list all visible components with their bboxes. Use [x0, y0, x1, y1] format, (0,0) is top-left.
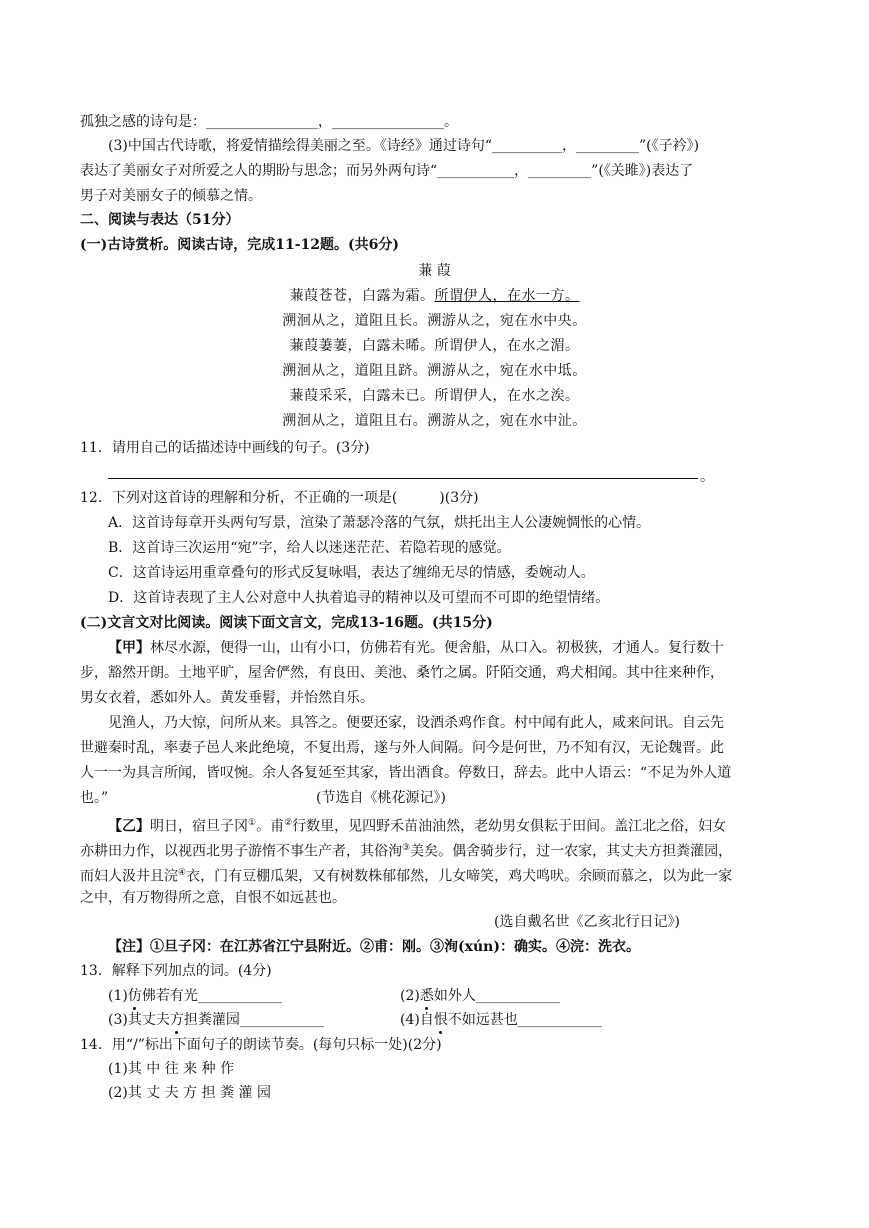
poem-line-3: 蒹葭萋萋，白露未晞。所谓伊人，在水之湄。: [289, 338, 580, 354]
q11-answer-end: 。: [700, 469, 714, 485]
poem-line-1-underlined: 所谓伊人，在水一方。: [434, 288, 580, 304]
yi-footnote-4: ④: [178, 868, 187, 878]
q14-item-2[interactable]: (2)其 丈 夫 方 担 粪 灌 园: [108, 1085, 271, 1101]
yi-footnote-2: ②: [284, 818, 293, 828]
jia-line-1-text: 林尽水源，便得一山，山有小口，仿佛若有光。便舍船，从口入。初极狭，才通人。复行数十: [150, 640, 724, 656]
q13-item-3-dotted: 方: [170, 1008, 184, 1032]
q13-item-1-dotted: 仿: [128, 984, 142, 1008]
q13-item-4-post: 不如远甚也: [447, 1012, 518, 1028]
q13-item-4-pre: 自: [419, 1012, 434, 1028]
q13-item-2-dotted: 悉: [420, 984, 434, 1008]
jia-para2-line-3: 人一一为具言所闻，皆叹惋。余人各复延至其家，皆出酒食。停数日，辞去。此中人语云：“不足为外人道: [80, 765, 732, 781]
yi-label: 【乙】: [108, 818, 150, 835]
q12-option-a[interactable]: A．这首诗每章开头两句写景，渲染了萧瑟冷落的气氛，烘托出主人公凄婉惆怅的心情。: [108, 515, 651, 531]
yi-line-2: [80, 836, 792, 860]
yi-source: (选自戴名世《乙亥北行日记》): [494, 914, 680, 930]
part1-heading: (一)古诗赏析。阅读古诗，完成11-12题。(共6分): [80, 237, 400, 253]
part2-heading: (二)文言文对比阅读。阅读下面文言文，完成13-16题。(共15分): [80, 615, 493, 631]
jia-source: (节选自《桃花源记》): [316, 790, 446, 806]
question-12: 12．下列对这首诗的理解和分析，不正确的一项是( )(3分): [80, 490, 479, 506]
jia-label: 【甲】: [108, 640, 150, 656]
yi-line-1-a: 明日，宿旦子冈: [150, 818, 248, 835]
jia-para2-line-2: 世避秦时乱，率妻子邑人来此绝境，不复出焉，遂与外人间隔。问今是何世，乃不知有汉，无论魏晋。此: [80, 740, 724, 756]
poem-title: 蒹 葭: [418, 263, 451, 279]
poem-line-1: [0, 284, 869, 308]
yi-line-3: [80, 861, 792, 885]
yi-line-3-b: 衣，门有豆棚瓜架，又有树数株郁郁然，儿女啼笑，鸡犬鸣吠。余顾而慕之，以为此一家: [186, 868, 733, 885]
q13-item-2: [400, 984, 560, 1008]
q13-item-2-num: (2): [400, 988, 420, 1004]
q13-item-3-pre: 其丈夫: [127, 1012, 170, 1028]
q14-item-1[interactable]: (1)其 中 往 来 种 作: [108, 1061, 235, 1077]
yi-line-3-a: 而妇人汲井且浣: [80, 868, 178, 885]
q13-item-4-dotted: 恨: [434, 1008, 448, 1032]
q13-item-3-blank[interactable]: ____________: [239, 1012, 324, 1028]
q13-item-3: [108, 1008, 324, 1032]
yi-line-2-a: 亦耕田力作，以视西北男子游惰不事生产者，其俗洵: [80, 843, 402, 860]
yi-footnote-1: ①: [248, 818, 257, 828]
q12-option-d[interactable]: D．这首诗表现了主人公对意中人执着追寻的精神以及可望而不可即的绝望情绪。: [108, 590, 610, 606]
yi-line-1-c: 行数里，见四野禾苗油油然，老幼男女俱耘于田间。盖江北之俗，妇女: [292, 818, 727, 835]
yi-line-4: 之中，有万物得所之意，自恨不如远甚也。: [80, 890, 346, 906]
q13-item-4: [400, 1008, 602, 1032]
q13-item-2-blank[interactable]: ____________: [475, 988, 560, 1004]
question-11: 11．请用自己的话描述诗中画线的句子。(3分): [80, 440, 370, 456]
poem-line-1-pre: 蒹葭苍苍，白露为霜。: [289, 288, 435, 304]
fill-line-3: 表达了美丽女子对所爱之人的期盼与思念；而另外两句诗“___________，_________”(《关雎》)表达了: [80, 163, 694, 179]
jia-para2-line-4: 也。”: [80, 790, 109, 806]
yi-line-2-b: 美矣。偶舍骑步行，过一农家，其丈夫方担粪灌园，: [410, 843, 733, 860]
yi-line-1-b: 。甫: [256, 818, 285, 835]
jia-line-3: 男女衣着，悉如外人。黄发垂髫，并怡然自乐。: [80, 690, 374, 706]
jia-para2-line-1: 见渔人，乃大惊，问所从来。具答之。便要还家，设酒杀鸡作食。村中闻有此人，咸来问讯。自云先: [108, 715, 724, 731]
q13-item-3-num: (3): [108, 1012, 128, 1028]
q13-item-2-post: 如外人: [433, 988, 476, 1004]
q13-item-4-blank[interactable]: ____________: [517, 1012, 602, 1028]
poem-line-2: 溯洄从之，道阻且长。溯游从之，宛在水中央。: [282, 313, 587, 329]
question-14: 14．用“/”标出下面句子的朗读节奏。(每句只标一处)(2分): [80, 1037, 442, 1053]
q13-item-1-post: 佛若有光: [141, 988, 198, 1004]
question-13: 13．解释下列加点的词。(4分): [80, 963, 272, 979]
poem-line-4: 溯洄从之，道阻且跻。溯游从之，宛在水中坻。: [282, 363, 587, 379]
section2-heading: 二、阅读与表达（51分）: [80, 212, 240, 228]
q13-item-4-num: (4): [400, 1012, 420, 1028]
jia-line-2: 步，豁然开朗。土地平旷，屋舍俨然，有良田、美池、桑竹之属。阡陌交通，鸡犬相闻。其中往来种作，: [80, 665, 724, 681]
q11-answer-line[interactable]: [108, 478, 698, 479]
q13-item-1: [108, 984, 282, 1008]
q13-item-3-post: 担粪灌园: [183, 1012, 240, 1028]
fill-line-1: 孤独之感的诗句是：________________，________________。: [80, 114, 458, 130]
poem-line-6: 溯洄从之，道阻且右。溯游从之，宛在水中沚。: [282, 413, 587, 429]
yi-footnote-3: ③: [402, 843, 411, 853]
jia-line-1: [108, 636, 792, 660]
q12-option-b[interactable]: B．这首诗三次运用“宛”字，给人以迷迷茫茫、若隐若现的感觉。: [108, 540, 511, 556]
q13-item-1-num: (1): [108, 988, 128, 1004]
fill-line-2: (3)中国古代诗歌，将爱情描绘得美丽之至。《诗经》通过诗句“__________，_________”(《子衿》): [108, 138, 700, 154]
annotation-note: 【注】①旦子冈：在江苏省江宁县附近。②甫：刚。③洵(xún)：确实。④浣：洗衣。: [108, 939, 640, 955]
poem-line-5: 蒹葭采采，白露未已。所谓伊人，在水之涘。: [289, 388, 580, 404]
yi-line-1: [108, 811, 792, 835]
fill-line-4: 男子对美丽女子的倾慕之情。: [80, 188, 262, 204]
q12-option-c[interactable]: C．这首诗运用重章叠句的形式反复咏唱，表达了缠绵无尽的情感，委婉动人。: [108, 565, 595, 581]
q13-item-1-blank[interactable]: ____________: [197, 988, 282, 1004]
